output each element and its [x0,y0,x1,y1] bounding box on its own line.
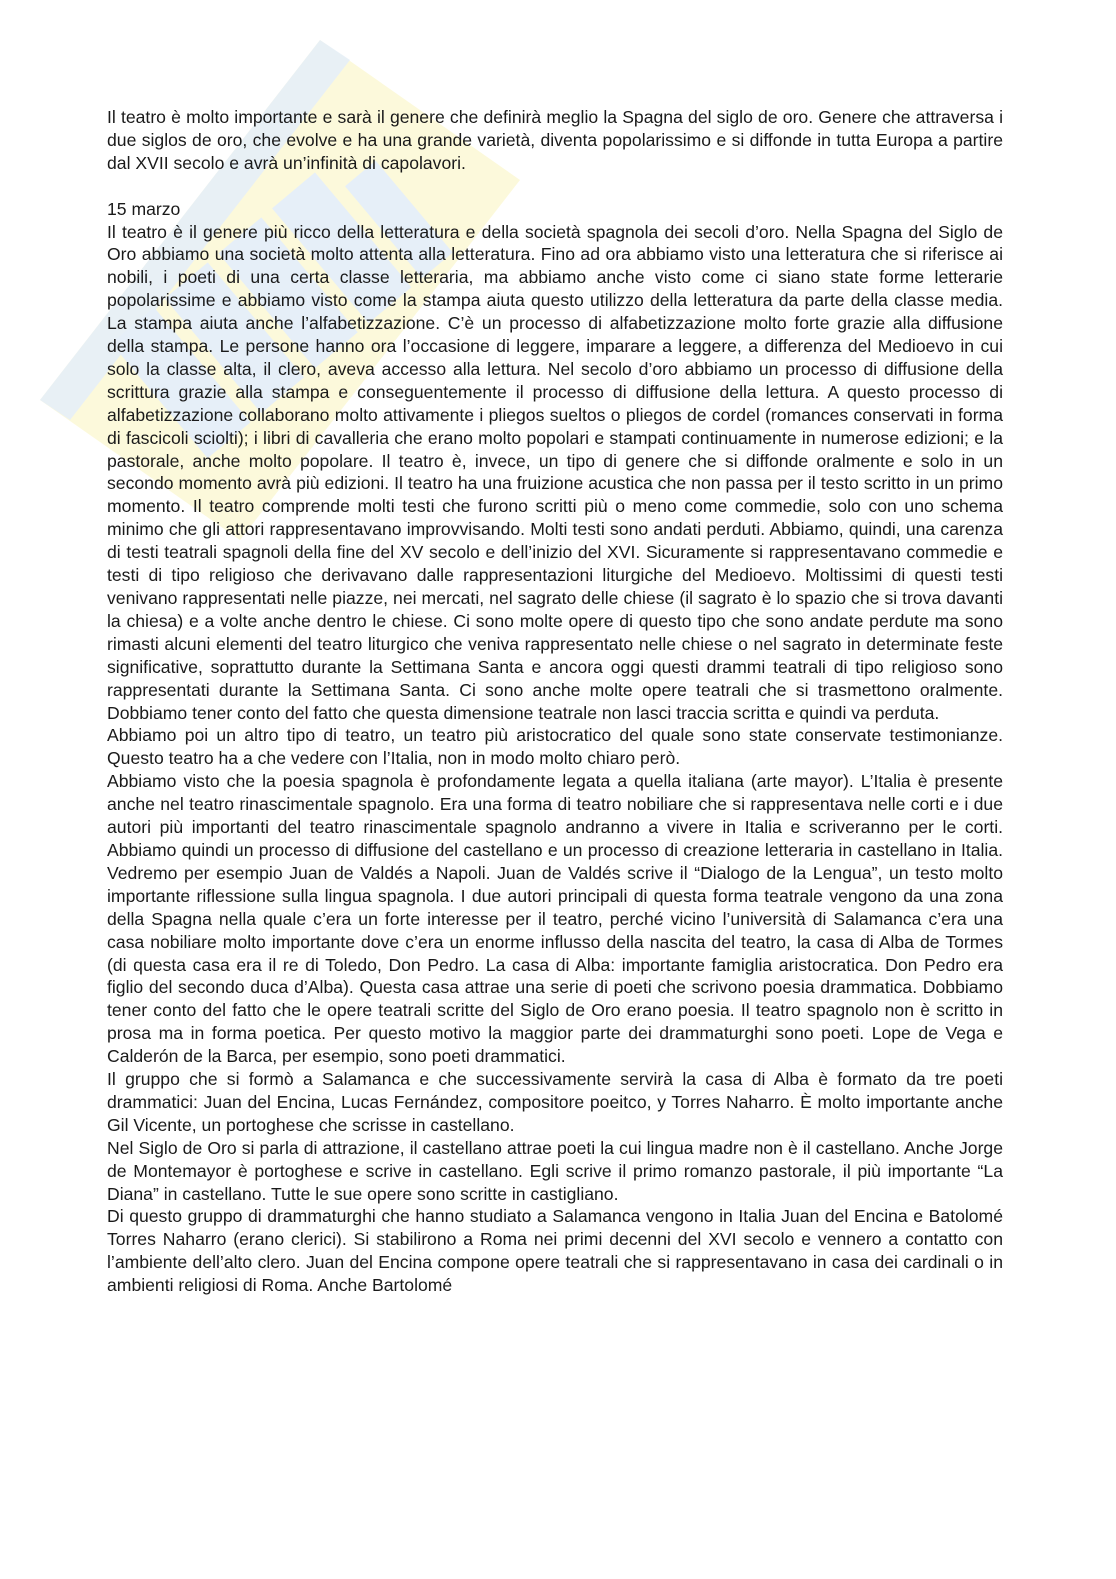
paragraph-intro: Il teatro è molto importante e sarà il genere che definirà meglio la Spagna del siglo de oro. Genere che attraversa i due siglos de oro, che evolve e ha una grande varietà, diventa popolarissimo e si diffonde in tutta Europa a partire dal XVII secolo e avrà un’infinità di capolavori. [107,107,1003,173]
paragraph-attraction: Nel Siglo de Oro si parla di attrazione, il castellano attrae poeti la cui lingua madre non è il castellano. Anche Jorge de Montemayor è portoghese e scrive in castellano. Egli scrive il primo romanzo pastorale, il più importante “La Diana” in castellano. Tutte le sue opere sono scritte in castigliano. [107,1137,1003,1204]
paragraph-aristocratic-theatre: Abbiamo poi un altro tipo di teatro, un teatro più aristocratico del quale sono state conservate testimonianze. Questo teatro ha a che vedere con l’Italia, non in modo molto chiaro però. [107,725,1003,769]
paragraph-rome: Di questo gruppo di drammaturghi che hanno studiato a Salamanca vengono in Italia Juan del Encina e Batolomé Torres Naharro (erano clerici). Si stabilirono a Roma nei primi decenni del XVI secolo e vennero a contatto con l’ambiente dell’alto clero. Juan del Encina compone opere teatrali che si rappresentavano in casa dei cardinali o in ambienti religiosi di Roma. Anche Bartolomé [107,1206,1003,1296]
date-heading: 15 marzo [107,198,181,219]
paragraph-theatre-society: Il teatro è il genere più ricco della letteratura e della società spagnola dei secoli d’oro. Nella Spagna del Siglo de Oro abbiamo una società molto attenta alla letteratura. Fino ad ora abbiamo visto una letteratura che si riferisce ai nobili, i poeti di una certa classe letteraria, ma abbiamo anche visto come ci siano state forme letterarie popolarissime e abbiamo visto come la stampa aiuta questo utilizzo della letteratura da parte della classe media. La stampa aiuta anche l’alfabetizzazione. C’è un processo di alfabetizzazione molto forte grazie alla diffusione della stampa. Le persone hanno ora l’occasione di leggere, imparare a leggere, a differenza del Medioevo in cui solo la classe alta, il clero, aveva accesso alla lettura. Nel secolo d’oro abbiamo un processo di diffusione della scrittura grazie alla stampa e conseguentemente il processo di diffusione della lettura. A questo processo di alfabetizzazione collaborano molto attivamente i pliegos sueltos o pliegos de cordel (romances conservati in forma di fascicoli sciolti); i libri di cavalleria che erano molto popolari e stampati continuamente in numerose edizioni; e la pastorale, anche molto popolare. Il teatro è, invece, un tipo di genere che si diffonde oralmente e solo in un secondo momento avrà più edizioni. Il teatro ha una fruizione acustica che non passa per il testo scritto in un primo momento. Il teatro comprende molti testi che furono scritti più o meno come commedie, solo con uno schema minimo che gli attori rappresentavano improvvisando. Molti testi sono andati perduti. Abbiamo, quindi, una carenza di testi teatrali spagnoli della fine del XV secolo e dell’inizio del XVI. Sicuramente si rappresentavano commedie e testi di tipo religioso che derivavano dalle rappresentazioni liturgiche del Medioevo. Moltissimi di questi testi venivano rappresentati nelle piazze, nei mercati, nel sagrato delle chiese (il sagrato è lo spazio che si trova davanti la chiesa) e a volte anche dentro le chiese. Ci sono molte opere di questo tipo che sono andate perdute ma sono rimasti alcuni elementi del teatro liturgico che veniva rappresentato nelle chiese o nel sagrato in determinate feste significative, soprattutto durante la Settimana Santa e ancora oggi questi drammi teatrali di tipo religioso sono rappresentati durante la Settimana Santa. Ci sono anche molte opere teatrali che si trasmettono oralmente. Dobbiamo tener conto del fatto che questa dimensione teatrale non lasci traccia scritta e quindi va perduta. [107,221,1003,723]
paragraph-salamanca-group: Il gruppo che si formò a Salamanca e che successivamente servirà la casa di Alba è formato da tre poeti drammatici: Juan del Encina, Lucas Fernández, compositore poeitco, y Torres Naharro. È molto importante anche Gil Vicente, un portoghese che scrisse in castellano. [107,1069,1003,1135]
paragraph-italy-influence: Abbiamo visto che la poesia spagnola è profondamente legata a quella italiana (arte mayor). L’Italia è presente anche nel teatro rinascimentale spagnolo. Era una forma di teatro nobiliare che si rappresentava nelle corti e i due autori più importanti del teatro rinascimentale spagnolo andranno a vivere in Italia e scriveranno per le corti. Abbiamo quindi un processo di diffusione del castellano e un processo di creazione letteraria in castellano in Italia. Vedremo per esempio Juan de Valdés a Napoli. Juan de Valdés scrive il “Dialogo de la Lengua”, un testo molto importante riflessione sulla lingua spagnola. I due autori principali di questa forma teatrale vengono da una zona della Spagna nella quale c’era un forte interesse per il teatro, perché vicino l’università di Salamanca c’era una casa nobiliare molto importante dove c’era un enorme influsso della nascita del teatro, la casa di Alba de Tormes (di questa casa era il re di Toledo, Don Pedro. La casa di Alba: importante famiglia aristocratica. Don Pedro era figlio del secondo duca d’Alba). Questa casa attrae una serie di poeti che scrivono poesia drammatica. Dobbiamo tener conto del fatto che le opere teatrali scritte del Siglo de Oro erano poesia. Il teatro spagnolo non è scritto in prosa ma in forma poetica. Per questo motivo la maggior parte dei drammaturghi sono poeti. Lope de Vega e Calderón de la Barca, per esempio, sono poeti drammatici. [107,771,1003,1067]
paragraph-spacer [107,175,1003,198]
document-body [107,106,1003,1297]
